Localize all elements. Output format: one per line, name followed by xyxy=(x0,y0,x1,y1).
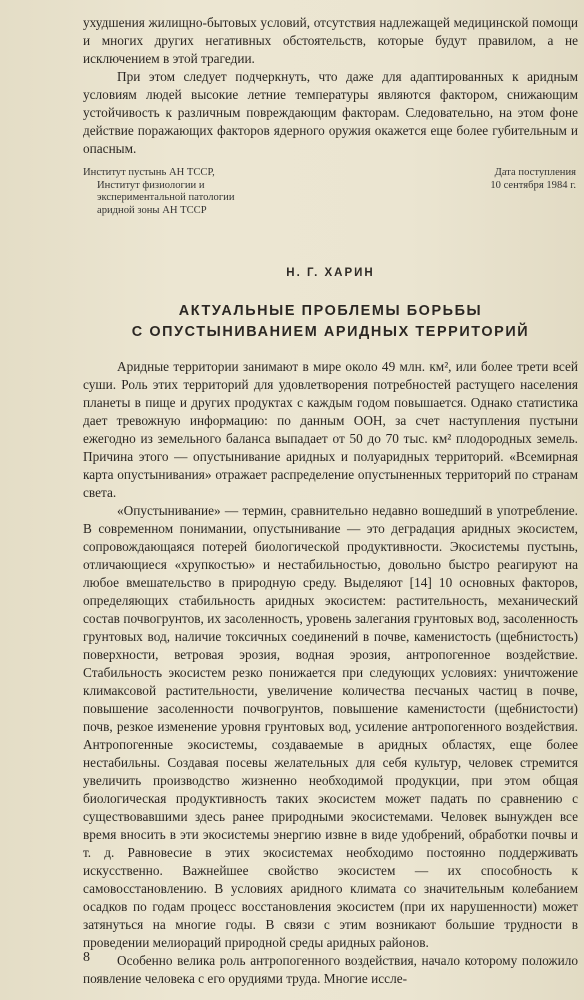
article-body xyxy=(83,358,578,988)
affiliation-line: аридной зоны АН ТССР xyxy=(97,204,207,216)
affiliation-line: Институт пустынь АН ТССР, xyxy=(83,167,215,178)
title-line: С ОПУСТЫНИВАНИЕМ АРИДНЫХ ТЕРРИТОРИЙ xyxy=(131,324,530,340)
page-number: 8 xyxy=(83,950,90,965)
affiliation xyxy=(83,167,235,217)
received-label: Дата поступления xyxy=(494,167,576,178)
received-value: 10 сентября 1984 г. xyxy=(490,179,576,191)
received-date xyxy=(490,167,578,192)
paragraph: Особенно велика роль антропогенного воздействия, начало которому положило появление человека с его орудиями труда. Многие иссле- xyxy=(83,953,578,986)
paragraph: При этом следует подчеркнуть, что даже для адаптированных к аридным условиям людей высокие летние температуры являются фактором, снижающим устойчивость к различным повреждающим факторам. Следовательно, на этом фоне действие поражающих факторов ядерного оружия окажется еще более губительным и опасным. xyxy=(83,69,578,156)
paragraph: ухудшения жилищно-бытовых условий, отсутствия надлежащей медицинской помощи и многих других негативных обстоятельств, которые будут правилом, а не исключением в этой трагедии. xyxy=(83,15,578,66)
previous-article-end xyxy=(83,14,578,158)
author-name: Н. Г. ХАРИН xyxy=(286,267,375,279)
paragraph: «Опустынивание» — термин, сравнительно недавно вошедший в употребление. В современном понимании, опустынивание — это деградация аридных экосистем, сопровождающаяся потерей биологической продуктивности. Экосистемы пустынь, отличающиеся «хрупкостью» и нестабильностью, довольно быстро реагируют на любое вмешательство в природную среду. Выделяют [14] 10 основных факторов, определяющих стабильность аридных экосистем: растительность, механический состав почвогрунтов, их засоленность, уровень залегания грунтовых вод, засоленность грунтовых вод, наличие токсичных соединений в почве, каменистость (щебнистость) поверхности, ветровая эрозия, водная эрозия, антропогенное воздействие. Стабильность экосистем резко понижается при следующих условиях: уничтожение климаксовой растительности, увеличение количества песчаных частиц в почве, повышение засоленности почвогрунтов, повышение каменистости (щебнистости) почв, резкое изменение уровня грунтовых вод, усиление антропогенного воздействия. Антропогенные экосистемы, создаваемые в аридных областях, еще более нестабильны. Создавая посевы желательных для себя культур, человек стремится увеличить производство жизненно необходимой продукции, при этом общая биологическая продуктивность таких экосистем может падать по сравнению с существовавшими здесь ранее природными экосистемами. Человек вынужден все время вносить в эти экосистемы энергию извне в виде удобрений, обработки почвы и т. д. Равновесие в этих экосистемах необходимо постоянно поддерживать искусственно. Важнейшее свойство экосистем — их способность к самовосстановлению. В условиях аридного климата со значительным колебанием осадков по годам процесс восстановления экосистем (при их нарушенности) может затянуться на многие годы. В связи с этим возникают большие трудности в проведении мелиораций природной среды аридных районов. xyxy=(83,503,578,950)
paragraph: Аридные территории занимают в мире около 49 млн. км², или более трети всей суши. Роль этих территорий для удовлетворения потребностей растущего населения планеты в пище и других продуктах с каждым годом повышается. Однако статистика дает тревожную информацию: по данным ООН, за счет наступления пустыни ежегодно из земельного баланса выпадает от 50 до 70 тыс. км² плодородных земель. Причина этого — опустынивание аридных и полуаридных территорий. «Всемирная карта опустынивания» отражает распределение опустыненных территорий по странам света. xyxy=(83,359,578,500)
title-line: АКТУАЛЬНЫЕ ПРОБЛЕМЫ БОРЬБЫ xyxy=(178,303,483,319)
article-footer xyxy=(83,167,578,217)
article-title xyxy=(83,301,578,343)
affiliation-line: Институт физиологии и xyxy=(97,179,205,191)
affiliation-line: экспериментальной патологии xyxy=(97,192,235,203)
